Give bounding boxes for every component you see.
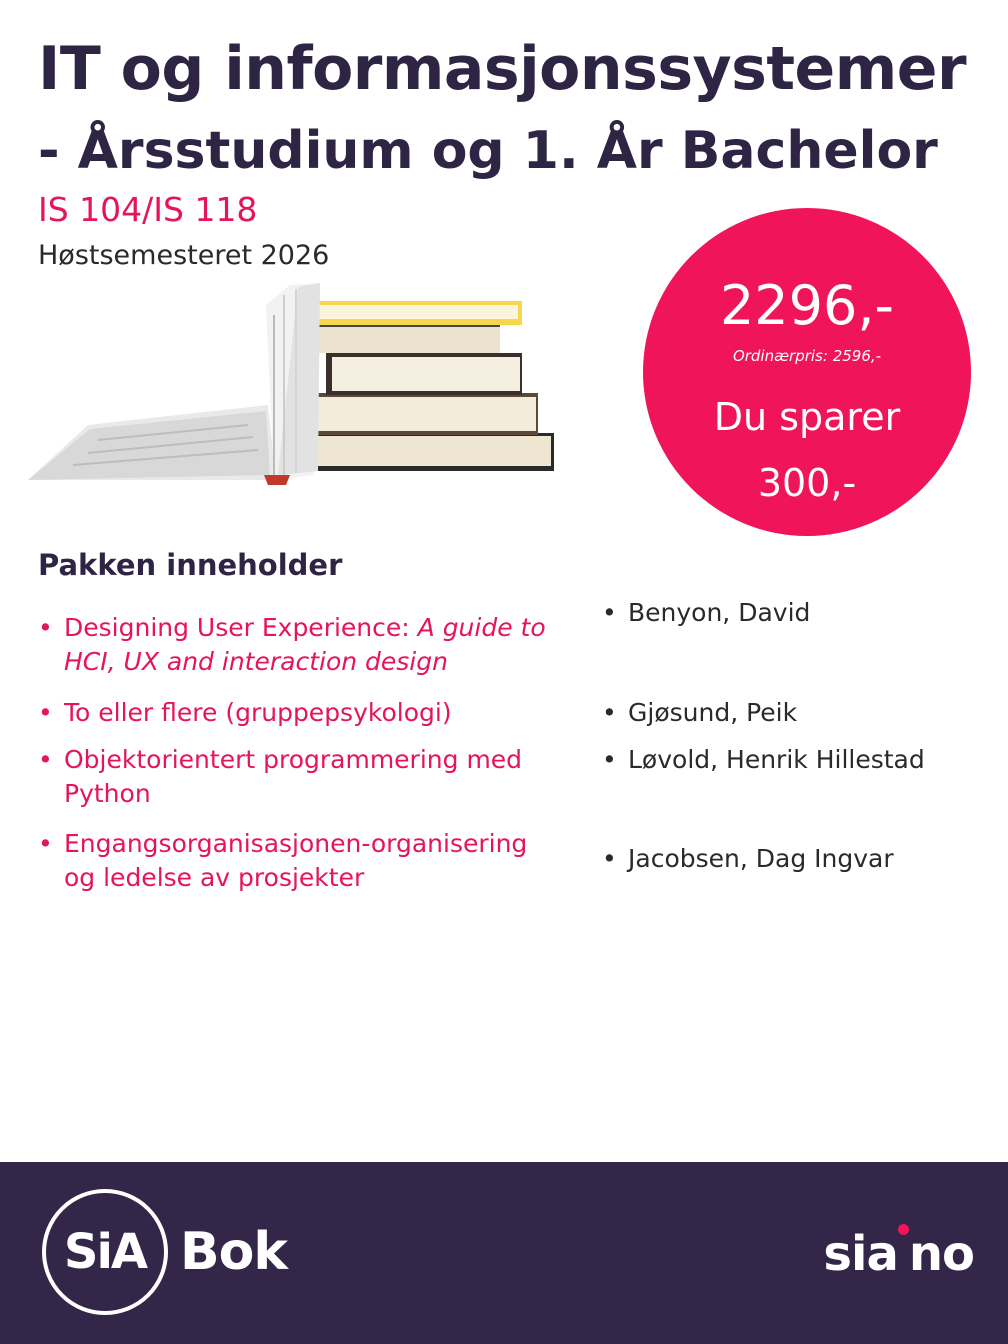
- bullet-icon: •: [38, 613, 53, 642]
- book-title-plain: Objektorientert programmering med Python: [64, 745, 523, 808]
- red-dot-icon: [898, 1224, 909, 1235]
- page-subtitle: - Årsstudium og 1. År Bachelor: [38, 121, 938, 181]
- price-current: 2296,-: [719, 274, 895, 337]
- author-name: Gjøsund, Peik: [628, 698, 798, 727]
- package-heading: Pakken inneholder: [38, 548, 343, 582]
- sia-logo-icon: [42, 1189, 168, 1315]
- book-author-4: [602, 842, 894, 876]
- book-author-2: [602, 696, 797, 730]
- bullet-icon: •: [602, 745, 617, 774]
- savings-label: Du sparer: [713, 395, 901, 439]
- author-name: Løvold, Henrik Hillestad: [628, 745, 925, 774]
- bullet-icon: •: [38, 698, 53, 727]
- bullet-icon: •: [38, 745, 53, 774]
- site-link[interactable]: [823, 1224, 974, 1284]
- bullet-icon: •: [602, 698, 617, 727]
- price-ordinary: Ordinærpris: 2596,-: [732, 347, 882, 365]
- book-title-3: [38, 743, 558, 811]
- bullet-icon: •: [38, 829, 53, 858]
- savings-amount: 300,-: [757, 461, 857, 505]
- author-name: Benyon, David: [628, 598, 811, 627]
- book-title-plain: To eller flere (gruppepsykologi): [64, 698, 452, 727]
- semester: Høstsemesteret 2026: [38, 240, 330, 271]
- price-badge: [643, 208, 971, 536]
- page-title: IT og informasjonssystemer: [38, 34, 967, 104]
- book-author-1: [602, 596, 810, 630]
- site-prefix: sia: [823, 1226, 898, 1282]
- book-title-4: [38, 827, 558, 895]
- site-suffix: no: [908, 1226, 974, 1282]
- book-title-2: [38, 696, 558, 730]
- logo-mark: SiA: [63, 1224, 147, 1280]
- open-book-icon: [28, 283, 320, 485]
- author-name: Jacobsen, Dag Ingvar: [628, 844, 894, 873]
- footer-bar: [0, 1162, 1008, 1344]
- book-title-1: [38, 611, 558, 679]
- books-illustration: [28, 275, 568, 490]
- book-title-italic: A guide to HCI, UX and interaction design: [64, 613, 546, 676]
- book-title-plain: Designing User Experience:: [64, 613, 418, 642]
- book-title-plain: Engangsorganisasjonen-organisering og ledelse av prosjekter: [64, 829, 528, 892]
- bullet-icon: •: [602, 598, 617, 627]
- book-stack-icon: [296, 301, 554, 471]
- logo-word: Bok: [180, 1222, 287, 1282]
- bullet-icon: •: [602, 844, 617, 873]
- course-code: IS 104/IS 118: [38, 190, 258, 229]
- book-author-3: [602, 743, 925, 777]
